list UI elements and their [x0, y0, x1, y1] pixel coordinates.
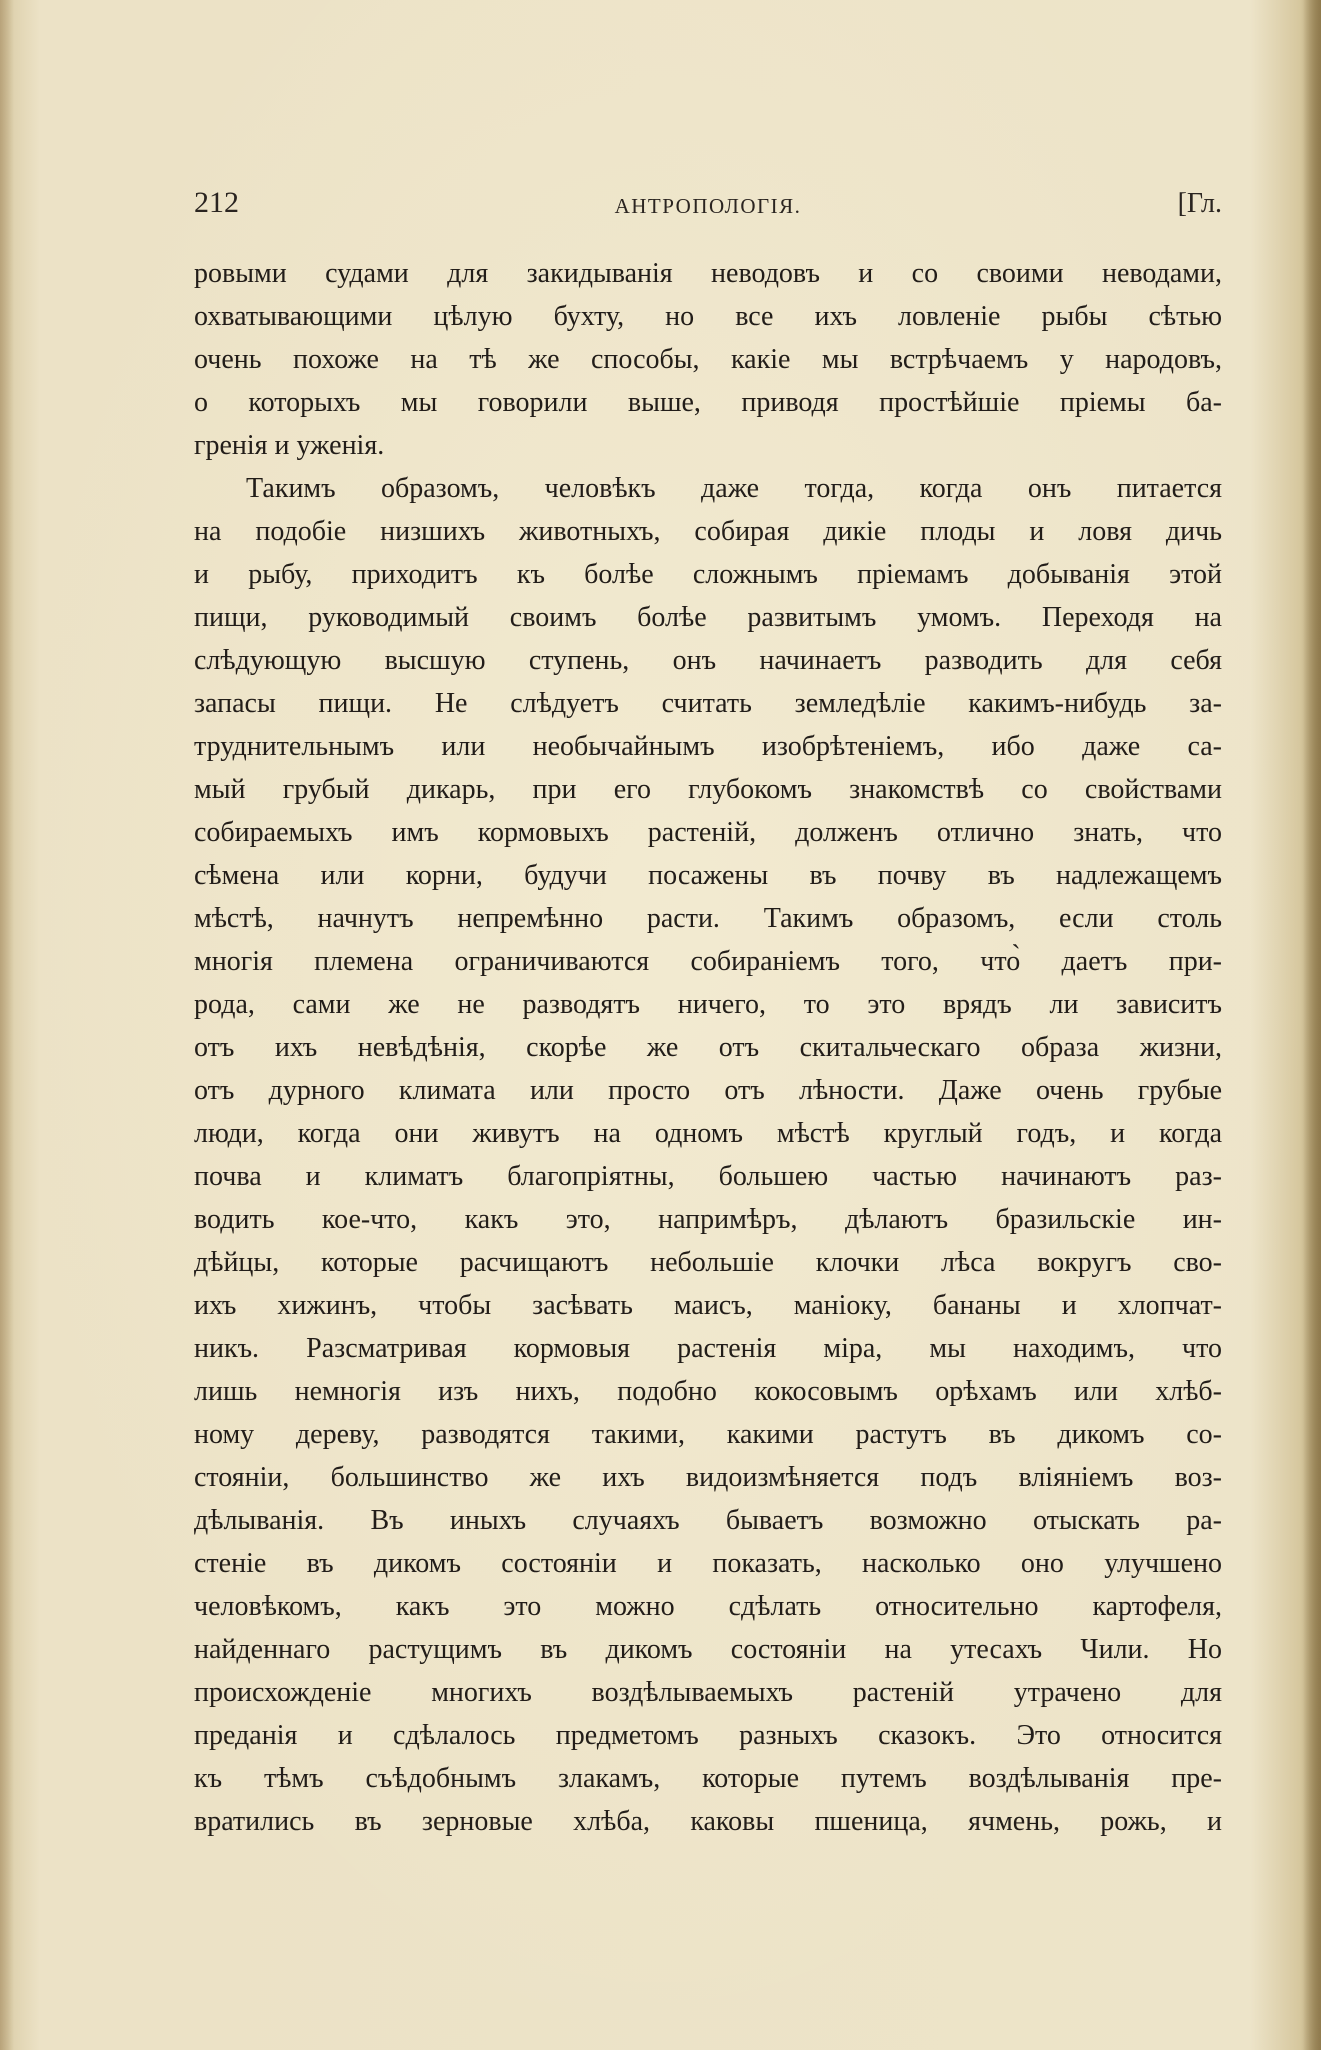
text-line: стояніи, большинство же ихъ видоизмѣняется подъ вліяніемъ воз- — [194, 1462, 1222, 1493]
text-line: происхожденіе многихъ воздѣлываемыхъ растеній утрачено для — [194, 1677, 1222, 1708]
text-line: гренія и уженія. — [194, 430, 385, 461]
text-line: почва и климатъ благопріятны, большею частью начинаютъ раз- — [194, 1161, 1222, 1192]
text-line: человѣкомъ, какъ это можно сдѣлать относительно картофеля, — [194, 1591, 1222, 1622]
text-line: къ тѣмъ съѣдобнымъ злакамъ, которые путемъ воздѣлыванія пре- — [194, 1763, 1222, 1794]
text-line: ихъ хижинъ, чтобы засѣвать маисъ, маніоку, бананы и хлопчат- — [194, 1290, 1222, 1321]
text-line: мѣстѣ, начнутъ непремѣнно расти. Такимъ образомъ, если столь — [194, 903, 1222, 934]
page-left-edge-shadow — [0, 0, 14, 2050]
page-header — [194, 186, 1222, 230]
text-line: слѣдующую высшую ступень, онъ начинаетъ разводить для себя — [194, 645, 1222, 676]
text-line: отъ дурного климата или просто отъ лѣности. Даже очень грубые — [194, 1075, 1222, 1106]
text-line: многія племена ограничиваются собираніемъ того, что̀ даетъ при- — [194, 946, 1222, 977]
text-line: никъ. Разсматривая кормовыя растенія міра, мы находимъ, что — [194, 1333, 1222, 1364]
text-line: вратились въ зерновые хлѣба, каковы пшеница, ячмень, рожь, и — [194, 1806, 1222, 1837]
text-line: отъ ихъ невѣдѣнія, скорѣе же отъ скитальческаго образа жизни, — [194, 1032, 1222, 1063]
text-line: очень похоже на тѣ же способы, какіе мы встрѣчаемъ у народовъ, — [194, 344, 1222, 375]
text-line: лишь немногія изъ нихъ, подобно кокосовымъ орѣхамъ или хлѣб- — [194, 1376, 1222, 1407]
text-line: мый грубый дикарь, при его глубокомъ знакомствѣ со свойствами — [194, 774, 1222, 805]
text-line: о которыхъ мы говорили выше, приводя простѣйшіе пріемы ба- — [194, 387, 1222, 418]
text-line: пищи, руководимый своимъ болѣе развитымъ умомъ. Переходя на — [194, 602, 1222, 633]
paragraph-first-line: Такимъ образомъ, человѣкъ даже тогда, когда онъ питается — [246, 473, 1222, 504]
text-line: труднительнымъ или необычайнымъ изобрѣтеніемъ, ибо даже са- — [194, 731, 1222, 762]
text-line: охватывающими цѣлую бухту, но все ихъ ловленіе рыбы сѣтью — [194, 301, 1222, 332]
page-right-edge-shadow — [1303, 0, 1321, 2050]
text-line: найденнаго растущимъ въ дикомъ состояніи на утесахъ Чили. Но — [194, 1634, 1222, 1665]
text-line: на подобіе низшихъ животныхъ, собирая дикіе плоды и ловя дичь — [194, 516, 1222, 547]
text-line: водить кое-что, какъ это, напримѣръ, дѣлаютъ бразильскіе ин- — [194, 1204, 1222, 1235]
text-line: дѣйцы, которые расчищаютъ небольшіе клочки лѣса вокругъ сво- — [194, 1247, 1222, 1278]
text-line: и рыбу, приходитъ къ болѣе сложнымъ пріемамъ добыванія этой — [194, 559, 1222, 590]
text-line: стеніе въ дикомъ состояніи и показать, насколько оно улучшено — [194, 1548, 1222, 1579]
text-line: ному дереву, разводятся такими, какими растутъ въ дикомъ со- — [194, 1419, 1222, 1450]
text-line: дѣлыванія. Въ иныхъ случаяхъ бываетъ возможно отыскать ра- — [194, 1505, 1222, 1536]
text-line: ровыми судами для закидыванія неводовъ и со своими неводами, — [194, 258, 1222, 289]
body-text — [194, 252, 1222, 1843]
chapter-reference: [Гл. — [1177, 188, 1222, 219]
text-line: собираемыхъ имъ кормовыхъ растеній, долженъ отлично знать, что — [194, 817, 1222, 848]
text-line: сѣмена или корни, будучи посажены въ почву въ надлежащемъ — [194, 860, 1222, 891]
running-title: АНТРОПОЛОГІЯ. — [614, 194, 802, 218]
page-number: 212 — [194, 186, 239, 219]
text-line: запасы пищи. Не слѣдуетъ считать земледѣліе какимъ-нибудь за- — [194, 688, 1222, 719]
text-line: рода, сами же не разводятъ ничего, то это врядъ ли зависитъ — [194, 989, 1222, 1020]
text-line: преданія и сдѣлалось предметомъ разныхъ сказокъ. Это относится — [194, 1720, 1222, 1751]
text-line: люди, когда они живутъ на одномъ мѣстѣ круглый годъ, и когда — [194, 1118, 1222, 1149]
